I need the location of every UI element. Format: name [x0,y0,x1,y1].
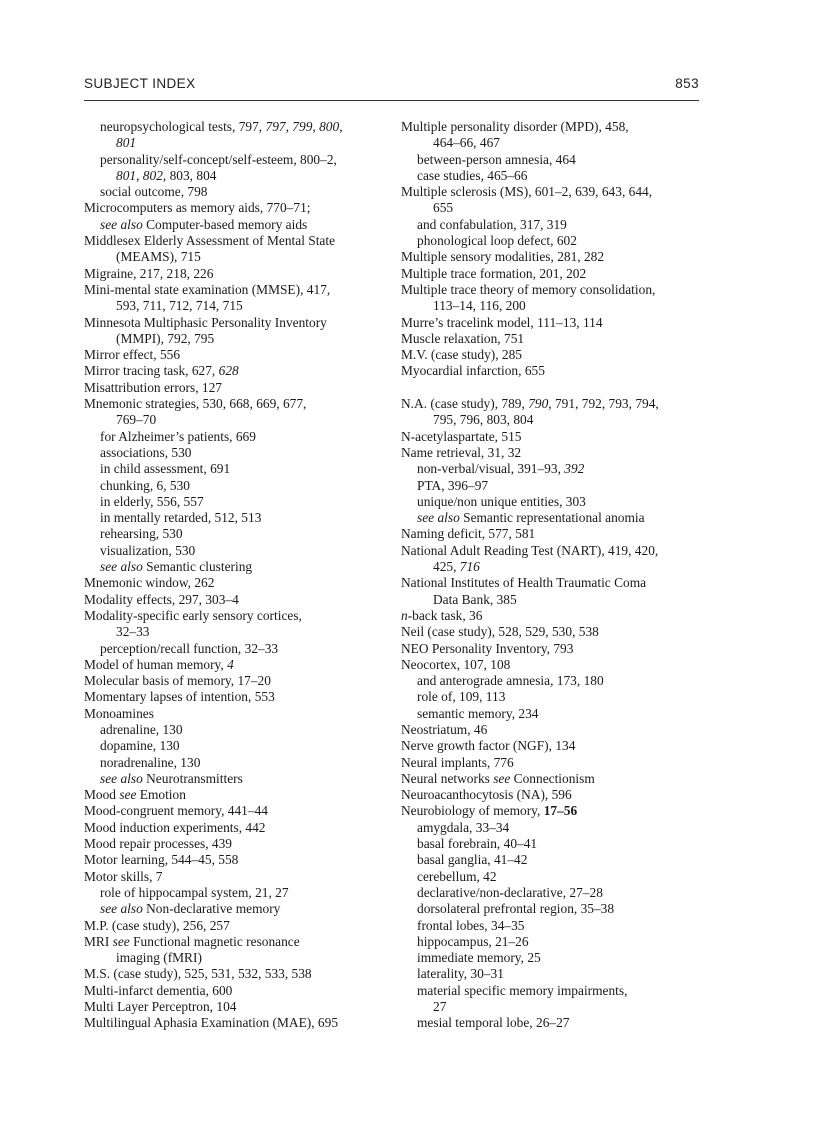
index-continuation [84,135,402,151]
entry-text: personality/self-concept/self-esteem, 800–2, [100,151,337,167]
entry-text: rehearsing, 530 [100,526,183,542]
index-continuation [401,559,719,575]
entry-text: Migraine, 217, 218, 226 [84,265,214,281]
entry-text: 392 [564,461,585,477]
entry-text: Modality effects, 297, 303–4 [84,591,239,607]
index-entry [401,266,719,282]
index-subentry [401,836,719,852]
entry-text: in child assessment, 691 [100,461,231,477]
index-entry [401,429,719,445]
index-column-right [401,119,719,1032]
entry-text: Neural implants, 776 [401,754,514,770]
index-subentry [84,722,402,738]
entry-text: amygdala, 33–34 [417,819,510,835]
entry-text: 655 [433,200,454,216]
index-entry [401,787,719,803]
entry-text: Multiple sclerosis (MS), 601–2, 639, 643, 644, [401,184,653,200]
index-entry [401,543,719,559]
index-subentry [84,901,402,917]
entry-text: (MMPI), 792, 795 [116,330,215,346]
entry-text: and confabulation, 317, 319 [417,216,567,232]
entry-text: 464–66, 467 [433,135,500,151]
entry-text: Semantic clustering [142,559,253,575]
entry-text: M.V. (case study), 285 [401,347,522,363]
entry-text: Mood induction experiments, 442 [84,819,266,835]
entry-text: , 803, 804 [162,167,217,183]
index-entry [401,722,719,738]
entry-text: hippocampus, 21–26 [417,933,529,949]
entry-text: visualization, 530 [100,542,196,558]
entry-text: material specific memory impairments, [417,982,628,998]
index-entry [84,233,402,249]
entry-text: Myocardial infarction, 655 [401,363,545,379]
index-entry [401,771,719,787]
entry-text: Microcomputers as memory aids, 770–71; [84,200,311,216]
entry-text: dopamine, 130 [100,738,180,754]
entry-text: between-person amnesia, 464 [417,151,576,167]
entry-text: Murre’s tracelink model, 111–13, 114 [401,314,603,330]
index-subentry [84,461,402,477]
entry-text: perception/recall function, 32–33 [100,640,279,656]
entry-text: frontal lobes, 34–35 [417,917,525,933]
index-entry [401,526,719,542]
entry-text: Momentary lapses of intention, 553 [84,689,275,705]
index-subentry [401,461,719,477]
index-subentry [84,119,402,135]
index-subentry [401,510,719,526]
index-subentry [401,478,719,494]
entry-text: Mini-mental state examination (MMSE), 417, [84,281,331,297]
index-entry [84,347,402,363]
entry-text: Neocortex, 107, 108 [401,656,511,672]
entry-text: 17–56 [543,803,578,819]
entry-text: n [401,607,408,623]
index-entry [401,738,719,754]
index-continuation [401,999,719,1015]
entry-text: 790 [528,396,549,412]
entry-text: , 791, 792, 793, 794, [548,396,659,412]
index-subentry [84,738,402,754]
entry-text: N-acetylaspartate, 515 [401,428,522,444]
index-entry [84,396,402,412]
index-entry [401,282,719,298]
entry-text: , [339,119,343,134]
entry-text: basal ganglia, 41–42 [417,852,528,868]
index-subentry [401,152,719,168]
index-continuation [401,412,719,428]
entry-text: mesial temporal lobe, 26–27 [417,1015,570,1031]
index-subentry [401,966,719,982]
entry-text: 801 [116,135,137,151]
entry-text: 797 [265,119,286,134]
entry-text: case studies, 465–66 [417,167,528,183]
index-entry [401,363,719,379]
entry-text: Motor skills, 7 [84,868,163,884]
page-number: 853 [675,76,699,91]
index-subentry [84,543,402,559]
entry-text: 802 [142,167,163,183]
entry-text: Mirror effect, 556 [84,347,181,363]
index-subentry [84,478,402,494]
index-subentry [84,494,402,510]
index-subentry [401,885,719,901]
index-entry [401,641,719,657]
entry-text: Middlesex Elderly Assessment of Mental State [84,233,336,249]
index-entry [401,347,719,363]
index-entry [401,608,719,624]
entry-text: Neuroacanthocytosis (NA), 596 [401,787,572,803]
entry-text: Non-declarative memory [142,901,281,917]
entry-text: 593, 711, 712, 714, 715 [116,298,243,314]
index-entry [84,673,402,689]
index-entry [84,282,402,298]
index-entry [401,249,719,265]
index-subentry [401,706,719,722]
index-entry [84,592,402,608]
entry-text: 628 [218,363,239,379]
entry-text: Neural networks [401,770,494,786]
entry-text: Functional magnetic resonance [129,933,300,949]
entry-text: Multiple personality disorder (MPD), 458, [401,119,629,134]
index-entry [84,934,402,950]
index-continuation [84,412,402,428]
entry-text: Model of human memory, [84,656,228,672]
entry-text: PTA, 396–97 [417,477,489,493]
index-subentry [401,689,719,705]
index-continuation [84,168,402,184]
entry-text: neuropsychological tests, 797, [100,119,266,134]
index-continuation [84,624,402,640]
header-rule [84,100,699,101]
entry-text: 716 [459,559,480,575]
index-entry [84,689,402,705]
entry-text: Mood [84,787,120,803]
entry-text: -back task, 36 [407,607,483,623]
entry-text: immediate memory, 25 [417,950,541,966]
index-subentry [84,559,402,575]
entry-text: Mirror tracing task, 627, [84,363,219,379]
entry-text: Misattribution errors, 127 [84,379,222,395]
entry-text: Naming deficit, 577, 581 [401,526,536,542]
entry-text: semantic memory, 234 [417,705,539,721]
index-entry [84,363,402,379]
entry-text: 425, [433,559,460,575]
entry-text: cerebellum, 42 [417,868,497,884]
entry-text: Modality-specific early sensory cortices, [84,607,302,623]
entry-text: Neurobiology of memory, [401,803,544,819]
index-entry [84,983,402,999]
running-head-title: SUBJECT INDEX [84,76,196,91]
index-subentry [84,771,402,787]
entry-text: dorsolateral prefrontal region, 35–38 [417,901,615,917]
entry-text: declarative/non-declarative, 27–28 [417,884,603,900]
index-entry [84,852,402,868]
entry-text: 795, 796, 803, 804 [433,412,534,428]
entry-text: Mood-congruent memory, 441–44 [84,803,268,819]
entry-text: see also [100,770,143,786]
entry-text: Multi Layer Perceptron, 104 [84,999,237,1015]
index-continuation [84,298,402,314]
index-subentry [84,641,402,657]
entry-text: chunking, 6, 530 [100,477,191,493]
entry-text: Connectionism [510,770,595,786]
index-subentry [401,901,719,917]
entry-text: 4 [227,656,234,672]
entry-text: laterality, 30–31 [417,966,504,982]
entry-text: imaging (fMRI) [116,950,202,966]
entry-text: phonological loop defect, 602 [417,233,577,249]
index-entry [401,396,719,412]
entry-text: unique/non unique entities, 303 [417,493,586,509]
entry-text: Molecular basis of memory, 17–20 [84,673,271,689]
entry-text: see also [100,559,143,575]
index-entry [84,803,402,819]
index-subentry [401,168,719,184]
entry-text: Monoamines [84,705,154,721]
entry-text: see [119,787,137,803]
entry-text: in elderly, 556, 557 [100,493,204,509]
index-subentry [84,526,402,542]
index-continuation [401,298,719,314]
index-entry [84,966,402,982]
entry-text: and anterograde amnesia, 173, 180 [417,673,604,689]
entry-text: Multiple sensory modalities, 281, 282 [401,249,605,265]
index-entry [84,918,402,934]
entry-text: see also [100,216,143,232]
entry-text: National Adult Reading Test (NART), 419, 420, [401,542,659,558]
entry-text: social outcome, 798 [100,184,208,200]
index-subentry [84,885,402,901]
entry-text: Muscle relaxation, 751 [401,330,525,346]
index-entry [401,624,719,640]
index-entry [84,315,402,331]
index-subentry [401,934,719,950]
entry-text: , [136,167,143,183]
entry-text: Mood repair processes, 439 [84,836,233,852]
entry-text: National Institutes of Health Traumatic Coma [401,575,647,591]
index-entry [84,266,402,282]
index-continuation [401,592,719,608]
entry-text: non-verbal/visual, 391–93, [417,461,565,477]
index-entry [84,706,402,722]
index-entry [84,608,402,624]
entry-text: N.A. (case study), 789, [401,396,529,412]
index-subentry [401,950,719,966]
index-entry [84,1015,402,1031]
entry-text: Name retrieval, 31, 32 [401,444,522,460]
entry-text: Neostriatum, 46 [401,721,488,737]
index-continuation [401,200,719,216]
entry-text: Mnemonic strategies, 530, 668, 669, 677, [84,396,307,412]
entry-text: MRI [84,933,113,949]
entry-text: Motor learning, 544–45, 558 [84,852,239,868]
index-entry [84,836,402,852]
entry-text: noradrenaline, 130 [100,754,201,770]
index-subentry [401,869,719,885]
index-subentry [401,217,719,233]
index-subentry [401,852,719,868]
index-entry [84,869,402,885]
entry-text: for Alzheimer’s patients, 669 [100,428,256,444]
index-subentry [84,510,402,526]
index-subentry [401,233,719,249]
entry-text: Nerve growth factor (NGF), 134 [401,738,576,754]
entry-text: M.S. (case study), 525, 531, 532, 533, 538 [84,966,312,982]
index-entry [84,380,402,396]
entry-text: see [112,933,130,949]
entry-text: see also [100,901,143,917]
entry-text: M.P. (case study), 256, 257 [84,917,230,933]
entry-text: (MEAMS), 715 [116,249,201,265]
entry-text: 800 [319,119,340,134]
entry-text: Multiple trace formation, 201, 202 [401,265,587,281]
index-continuation [84,249,402,265]
index-continuation [84,950,402,966]
index-entry [84,999,402,1015]
running-head [84,76,699,96]
index-entry [401,184,719,200]
index-subentry [84,152,402,168]
index-entry [401,575,719,591]
index-entry [84,787,402,803]
index-entry [401,803,719,819]
entry-text: Neil (case study), 528, 529, 530, 538 [401,624,599,640]
entry-text: in mentally retarded, 512, 513 [100,510,262,526]
index-subentry [401,673,719,689]
entry-text: role of, 109, 113 [417,689,506,705]
index-subentry [84,217,402,233]
entry-text: Mnemonic window, 262 [84,575,215,591]
entry-text: Computer-based memory aids [142,216,308,232]
entry-text: NEO Personality Inventory, 793 [401,640,574,656]
entry-text: 113–14, 116, 200 [433,298,526,314]
index-subentry [401,494,719,510]
entry-text: role of hippocampal system, 21, 27 [100,884,289,900]
entry-text: Neurotransmitters [142,770,243,786]
entry-text: basal forebrain, 40–41 [417,836,538,852]
entry-text: 769–70 [116,412,157,428]
index-subentry [84,755,402,771]
entry-text: 801 [116,167,137,183]
index-entry [401,119,719,135]
entry-text: 32–33 [116,624,150,640]
index-continuation [401,135,719,151]
index-entry [84,657,402,673]
entry-text: see also [417,510,460,526]
index-entry [401,331,719,347]
index-subentry [401,820,719,836]
entry-text: , [312,119,320,134]
entry-text: Multi-infarct dementia, 600 [84,982,233,998]
index-entry [401,657,719,673]
index-entry [401,315,719,331]
entry-text: see [493,770,511,786]
entry-text: Multiple trace theory of memory consolidation, [401,281,656,297]
index-entry [84,200,402,216]
index-continuation [84,331,402,347]
index-subentry [401,1015,719,1031]
entry-text: adrenaline, 130 [100,721,183,737]
entry-text: , [285,119,293,134]
index-entry [84,820,402,836]
entry-text: Multilingual Aphasia Examination (MAE), 695 [84,1015,339,1031]
entry-text: Minnesota Multiphasic Personality Inventory [84,314,327,330]
index-entry [401,755,719,771]
entry-text: Data Bank, 385 [433,591,517,607]
index-entry [84,575,402,591]
index-column-left [84,119,402,1032]
index-subentry [401,918,719,934]
index-subentry [84,445,402,461]
entry-text: Semantic representational anomia [459,510,645,526]
index-entry [401,445,719,461]
entry-text: 27 [433,999,447,1015]
index-subentry [84,184,402,200]
entry-text: 799 [292,119,313,134]
index-subentry [401,983,719,999]
entry-text: associations, 530 [100,444,192,460]
index-subentry [84,429,402,445]
entry-text: Emotion [136,787,186,803]
index-section-gap [401,380,719,396]
